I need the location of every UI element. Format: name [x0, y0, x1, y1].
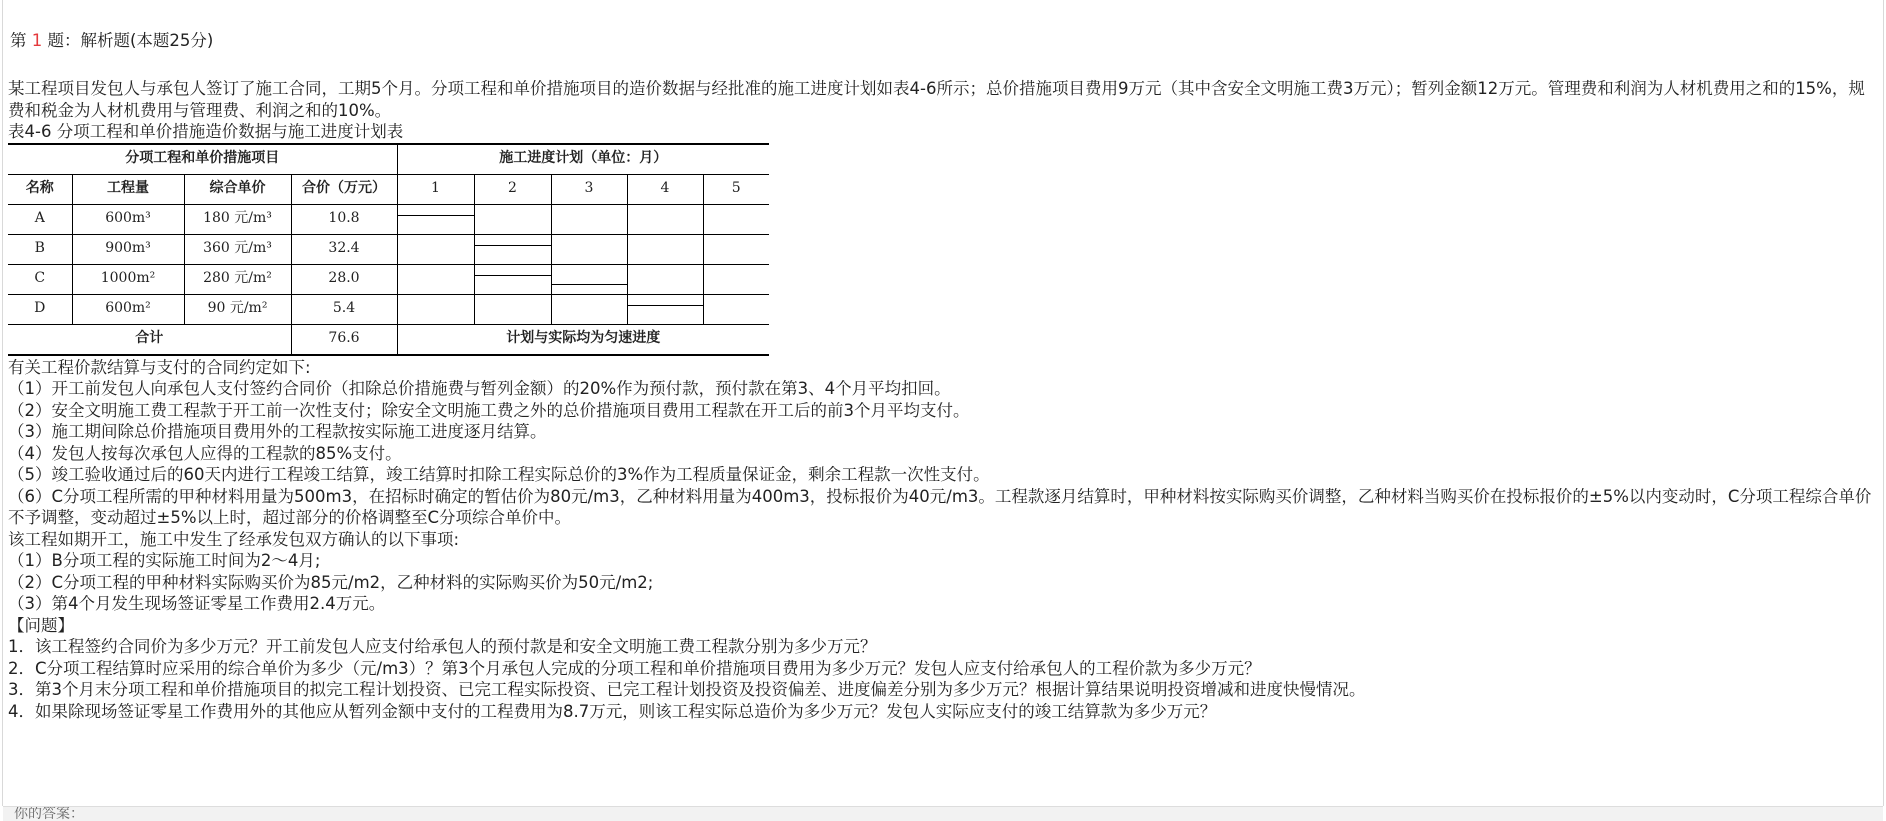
schedule-bar-d-month-4 — [628, 305, 703, 306]
events-title: 该工程如期开工，施工中发生了经承发包双方确认的以下事项: — [8, 529, 460, 549]
table-caption: 表4-6 分项工程和单价措施造价数据与施工进度计划表 — [8, 122, 404, 141]
row-d-month-1 — [397, 294, 474, 324]
row-c-name: C — [8, 264, 72, 294]
sum-label: 合计 — [8, 324, 291, 355]
answer-bar — [3, 806, 1883, 821]
row-b-month-3 — [551, 234, 627, 264]
term-item: （6）C分项工程所需的甲种材料用量为500m3，在招标时确定的暂估价为80元/m3，乙种材料用量为400m3，投标报价为40元/m3。工程款逐月结算时，甲种材料按实际购买价调整，乙种材料当购买价在投标报价的±5%以内变动时，C分项工程综合单价不予调整，变动超过±5%以上时，超过部分的价格调整至C分项综合单价中。 — [8, 486, 1872, 527]
answer-label: 你的答案： — [14, 807, 84, 820]
term-item: （2）安全文明施工费工程款于开工前一次性支付；除安全文明施工费之外的总价措施项目费用工程款在开工后的前3个月平均支付。 — [8, 400, 970, 420]
schedule-bar-c-month-3 — [552, 284, 627, 285]
row-b-name: B — [8, 234, 72, 264]
row-a-month-2 — [474, 204, 551, 234]
row-a-month-5 — [703, 204, 769, 234]
row-c-month-1 — [397, 264, 474, 294]
row-b-month-5 — [703, 234, 769, 264]
event-item: （3）第4个月发生现场签证零星工作费用2.4万元。 — [8, 594, 386, 613]
row-d-quantity: 600m² — [72, 294, 184, 324]
header-month-5: 5 — [703, 174, 769, 204]
row-c-month-4 — [627, 264, 703, 294]
header-quantity: 工程量 — [72, 174, 184, 204]
table-row — [8, 294, 769, 324]
row-b-total: 32.4 — [291, 234, 397, 264]
question-prefix: 第 — [10, 31, 32, 50]
question-number: 1 — [31, 31, 43, 50]
row-b-quantity: 900m³ — [72, 234, 184, 264]
schedule-note: 计划与实际均为匀速进度 — [397, 324, 769, 355]
terms-title: 有关工程价款结算与支付的合同约定如下: — [8, 357, 311, 377]
event-item: （2）C分项工程的甲种材料实际购买价为85元/m2，乙种材料的实际购买价为50元/m2; — [8, 572, 654, 592]
question-item: 2．C分项工程结算时应采用的综合单价为多少（元/m3）？第3个月承包人完成的分项工程和单价措施项目费用为多少万元？发包人应支付给承包人的工程价款为多少万元？ — [8, 658, 1261, 678]
row-c-quantity: 1000m² — [72, 264, 184, 294]
row-b-month-1 — [397, 234, 474, 264]
row-a-month-4 — [627, 204, 703, 234]
sum-value: 76.6 — [291, 324, 397, 355]
row-c-month-5 — [703, 264, 769, 294]
question-type: 题：解析题(本题25分) — [42, 31, 214, 50]
schedule-bar-a-month-1 — [398, 215, 474, 216]
row-d-month-3 — [551, 294, 627, 324]
row-c-total: 28.0 — [291, 264, 397, 294]
header-unit-price: 综合单价 — [184, 174, 291, 204]
header-month-2: 2 — [474, 174, 551, 204]
row-a-total: 10.8 — [291, 204, 397, 234]
row-c-unit-price: 280 元/m² — [184, 264, 291, 294]
question-item: 3．第3个月末分项工程和单价措施项目的拟完工程计划投资、已完工程实际投资、已完工程计划投资及投资偏差、进度偏差分别为多少万元？根据计算结果说明投资增减和进度快慢情况。 — [8, 680, 1366, 699]
header-name: 名称 — [8, 174, 72, 204]
term-item: （5）竣工验收通过后的60天内进行工程竣工结算，竣工结算时扣除工程实际总价的3%作为工程质量保证金，剩余工程款一次性支付。 — [8, 465, 990, 484]
group-header-items: 分项工程和单价措施项目 — [8, 144, 397, 175]
group-header-schedule: 施工进度计划（单位：月） — [397, 144, 769, 175]
row-d-month-5 — [703, 294, 769, 324]
row-b-month-2 — [474, 234, 551, 264]
question-body — [8, 78, 1874, 722]
row-d-month-4 — [627, 294, 703, 324]
question-item: 1．该工程签约合同价为多少万元？开工前发包人应支付给承包人的预付款是和安全文明施工费工程款分别为多少万元？ — [8, 637, 877, 656]
row-b-unit-price: 360 元/m³ — [184, 234, 291, 264]
questions-title: 【问题】 — [8, 615, 74, 635]
header-month-4: 4 — [627, 174, 703, 204]
row-a-name: A — [8, 204, 72, 234]
cost-schedule-table — [8, 143, 769, 356]
term-item: （4）发包人按每次承包人应得的工程款的85%支付。 — [8, 443, 402, 463]
row-a-month-1 — [397, 204, 474, 234]
question-title — [10, 30, 213, 52]
row-d-name: D — [8, 294, 72, 324]
table-row — [8, 264, 769, 294]
row-a-month-3 — [551, 204, 627, 234]
schedule-bar-b-month-2 — [475, 245, 551, 246]
row-a-unit-price: 180 元/m³ — [184, 204, 291, 234]
row-d-total: 5.4 — [291, 294, 397, 324]
row-c-month-2 — [474, 264, 551, 294]
header-month-1: 1 — [397, 174, 474, 204]
table-row — [8, 234, 769, 264]
event-item: （1）B分项工程的实际施工时间为2～4月; — [8, 551, 321, 570]
term-item: （3）施工期间除总价措施项目费用外的工程款按实际施工进度逐月结算。 — [8, 422, 547, 441]
row-b-month-4 — [627, 234, 703, 264]
row-a-quantity: 600m³ — [72, 204, 184, 234]
table-row — [8, 204, 769, 234]
row-d-unit-price: 90 元/m² — [184, 294, 291, 324]
row-c-month-3 — [551, 264, 627, 294]
term-item: （1）开工前发包人向承包人支付签约合同价（扣除总价措施费与暂列金额）的20%作为预付款，预付款在第3、4个月平均扣回。 — [8, 379, 951, 398]
intro-paragraph: 某工程项目发包人与承包人签订了施工合同，工期5个月。分项工程和单价措施项目的造价数据与经批准的施工进度计划如表4-6所示；总价措施项目费用9万元（其中含安全文明施工费3万元）；暂列金额12万元。管理费和利润为人材机费用之和的15%，规费和税金为人材机费用与管理费、利润之和的10%。 — [8, 79, 1865, 120]
question-item: 4．如果除现场签证零星工作费用外的其他应从暂列金额中支付的工程费用为8.7万元，则该工程实际总造价为多少万元？发包人实际应支付的竣工结算款为多少万元？ — [8, 701, 1217, 721]
frame-right-border — [1883, 0, 1884, 806]
frame-left-border — [2, 0, 3, 806]
header-month-3: 3 — [551, 174, 627, 204]
schedule-bar-c-month-2 — [475, 275, 551, 276]
table-sum-row — [8, 324, 769, 355]
row-d-month-2 — [474, 294, 551, 324]
header-total: 合价（万元） — [291, 174, 397, 204]
